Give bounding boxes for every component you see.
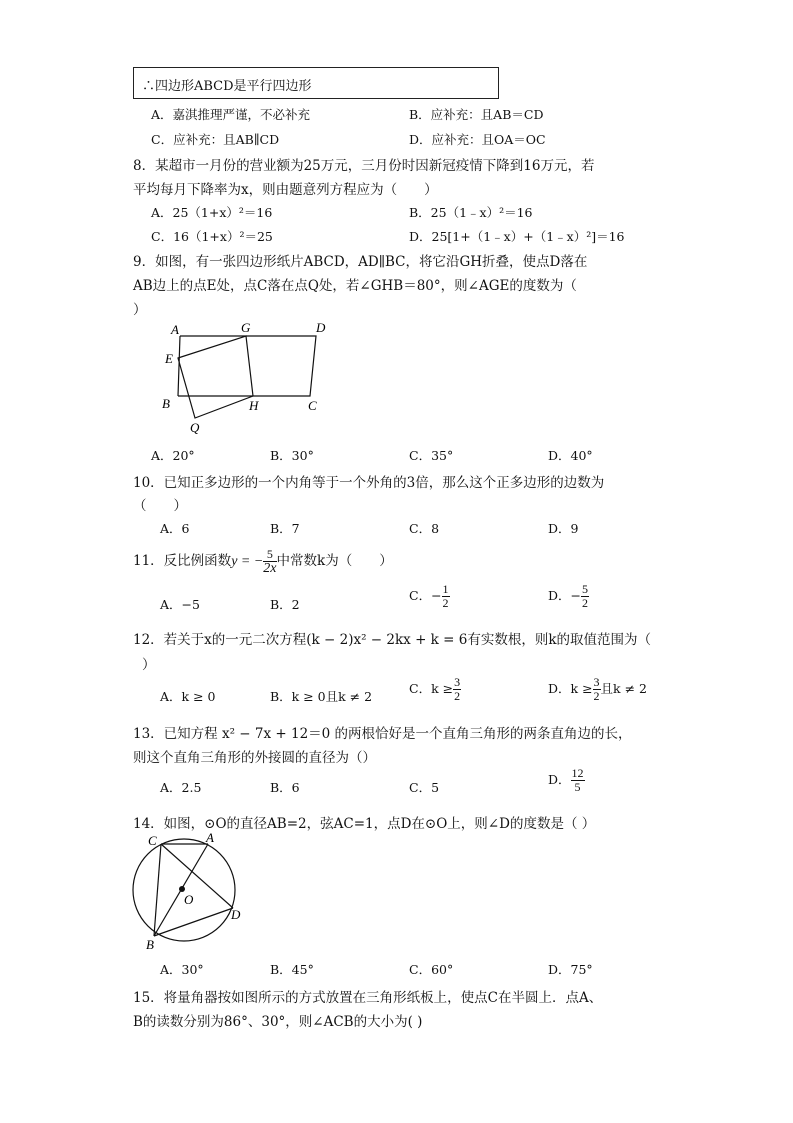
q8-option-d: D．25[1+（1﹣x）+（1﹣x）²]＝16 — [409, 229, 625, 244]
q9-option-c: C．35° — [409, 448, 454, 463]
q9-option-b: B．30° — [270, 448, 314, 463]
q10-option-d: D．9 — [548, 521, 579, 536]
q15-line2: B的读数分别为86°、30°，则∠ACB的大小为( ) — [133, 1014, 423, 1030]
q15-line1: 15．将量角器按如图所示的方式放置在三角形纸板上，使点C在半圆上．点A、 — [133, 990, 603, 1006]
label-d: D — [231, 907, 241, 922]
q12-option-a: A．k ≥ 0 — [160, 689, 216, 704]
label-a: A — [206, 830, 214, 845]
q9-line2: AB边上的点E处，点C落在点Q处，若∠GHB＝80°，则∠AGE的度数为（ — [133, 278, 577, 294]
label-o: O — [184, 892, 194, 907]
q8-line2: 平均每月下降率为x，则由题意列方程应为（ ） — [133, 182, 438, 198]
q12-line1: 12．若关于x的一元二次方程(k − 2)x² − 2kx + k = 6有实数根，则k的取值范围为（ — [133, 632, 652, 648]
label-g: G — [241, 320, 251, 335]
q13-line1: 13．已知方程 x² − 7x + 12＝0 的两根恰好是一个直角三角形的两条直角边的长， — [133, 726, 632, 742]
q13-option-a: A．2.5 — [160, 780, 202, 795]
q9-line3: ） — [133, 302, 147, 318]
label-h: H — [249, 398, 259, 413]
q7-option-a: A．嘉淇推理严谨，不必补充 — [151, 107, 311, 122]
q14-option-a: A．30° — [160, 962, 204, 977]
q9-figure — [150, 318, 350, 442]
q7-option-c: C．应补充：且AB∥CD — [151, 132, 280, 147]
q13-option-c: C．5 — [409, 780, 440, 795]
q11-option-b: B．2 — [270, 597, 300, 612]
label-b: B — [162, 396, 170, 411]
q8-line1: 8．某超市一月份的营业额为25万元，三月份时因新冠疫情下降到16万元，若 — [133, 158, 595, 174]
q10-option-b: B．7 — [270, 521, 300, 536]
q13-option-d: D． $\frac{12}{5}$ — [548, 766, 584, 794]
q9-option-d: D．40° — [548, 448, 593, 463]
q11-func: y = − — [231, 554, 264, 569]
q8-option-b: B．25（1﹣x）²＝16 — [409, 205, 533, 220]
q10-option-c: C．8 — [409, 521, 440, 536]
q14-figure — [126, 828, 266, 956]
q14-line1: 14．如图，⊙O的直径AB=2，弦AC=1，点D在⊙O上，则∠D的度数是（ ） — [133, 816, 596, 832]
q12-option-b: B．k ≥ 0且k ≠ 2 — [270, 689, 373, 704]
q11-suffix: 中常数k为（ ） — [276, 553, 393, 569]
q13-line2: 则这个直角三角形的外接圆的直径为（） — [133, 750, 376, 766]
q10-line2: （ ） — [133, 498, 187, 514]
q14-option-b: B．45° — [270, 962, 314, 977]
q11-option-c: C．− $\frac{1}{2}$ — [409, 582, 449, 610]
q9-option-a: A．20° — [151, 448, 195, 463]
folded-quadrilateral — [178, 336, 253, 418]
q11-fraction: $\frac{5}{2x}$ — [263, 547, 277, 576]
q14-option-d: D．75° — [548, 962, 593, 977]
q12-option-c: C．k ≥ $\frac{3}{2}$ — [409, 675, 461, 703]
label-q: Q — [190, 420, 200, 435]
label-e: E — [165, 351, 173, 366]
q10-option-a: A．6 — [160, 521, 190, 536]
label-c: C — [308, 398, 317, 413]
q11-option-a: A．−5 — [160, 597, 200, 612]
q12-option-d: D．k ≥ $\frac{3}{2}$ 且k ≠ 2 — [548, 675, 647, 703]
label-c: C — [148, 833, 157, 848]
q12-line2: ） — [142, 657, 156, 673]
label-d: D — [316, 320, 326, 335]
label-b: B — [146, 937, 154, 952]
q7-option-d: D．应补充：且OA＝OC — [409, 132, 546, 147]
conclusion-box — [133, 67, 499, 99]
q9-line1: 9．如图，有一张四边形纸片ABCD，AD∥BC，将它沿GH折叠，使点D落在 — [133, 254, 588, 270]
q7-option-b: B．应补充：且AB＝CD — [409, 107, 544, 122]
q11-stem — [133, 548, 393, 575]
q11-option-d: D．− $\frac{5}{2}$ — [548, 582, 588, 610]
q8-option-c: C．16（1+x）²＝25 — [151, 229, 273, 244]
q13-option-b: B．6 — [270, 780, 300, 795]
label-a: A — [171, 322, 179, 337]
q14-option-c: C．60° — [409, 962, 454, 977]
conclusion-text: ∴四边形ABCD是平行四边形 — [142, 79, 312, 94]
q11-prefix: 11．反比例函数 — [133, 553, 232, 569]
q8-option-a: A．25（1+x）²＝16 — [151, 205, 273, 220]
q10-line1: 10．已知正多边形的一个内角等于一个外角的3倍，那么这个正多边形的边数为 — [133, 475, 605, 491]
